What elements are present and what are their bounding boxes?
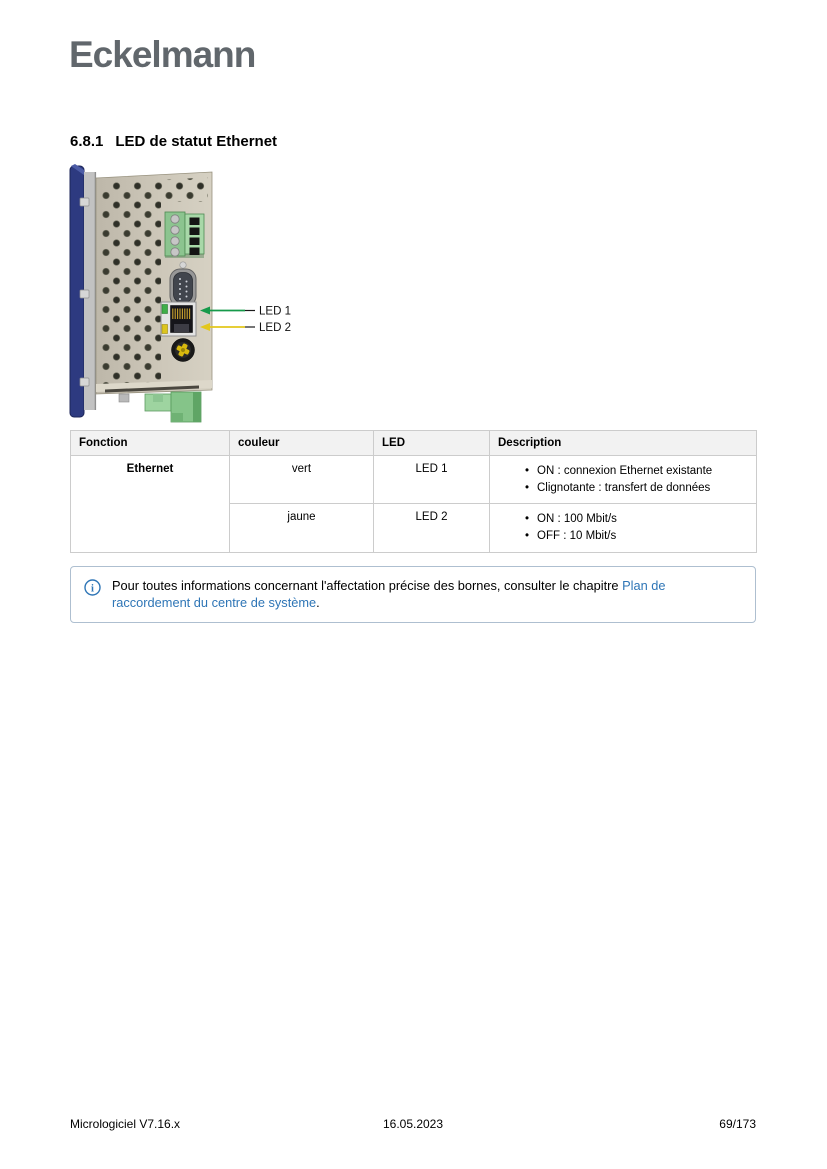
svg-text:i: i <box>91 583 94 595</box>
eckelmann-logo: Eckelmann <box>69 34 256 75</box>
col-header-couleur: couleur <box>230 431 374 456</box>
chapter-link[interactable]: Plan de raccordement du centre de système <box>112 578 666 610</box>
description-item: • Clignotante : transfert de données <box>524 480 748 497</box>
footer-page-number: 69/173 <box>719 1117 756 1131</box>
footer-date: 16.05.2023 <box>382 1117 444 1131</box>
table-header-row <box>71 431 757 456</box>
note-text-before: Pour toutes informations concernant l'affectation précise des bornes, consulter le chapitre <box>112 578 623 593</box>
cell-description <box>490 456 757 504</box>
section-title: LED de statut Ethernet <box>115 133 278 150</box>
description-item: • ON : connexion Ethernet existante <box>524 463 748 480</box>
page-footer <box>70 1117 756 1131</box>
cell-led: LED 2 <box>374 504 490 552</box>
cell-description <box>490 504 757 552</box>
cell-couleur: vert <box>230 456 374 504</box>
terminal-block <box>165 212 204 258</box>
led1-arrow <box>200 306 291 318</box>
section-number: 6.8.1 <box>70 133 104 150</box>
footer-version: Micrologiciel V7.16.x <box>70 1117 181 1131</box>
rotary-switch <box>172 339 195 362</box>
col-header-fonction: Fonction <box>71 431 230 456</box>
info-note-box <box>70 566 756 623</box>
description-item: • OFF : 10 Mbit/s <box>524 528 748 545</box>
col-header-led: LED <box>374 431 490 456</box>
cell-couleur: jaune <box>230 504 374 552</box>
rj45-port <box>161 302 196 336</box>
cell-function: Ethernet <box>71 456 230 553</box>
led2-yellow-led <box>162 325 168 334</box>
led1-green-led <box>162 305 168 314</box>
note-text-after: . <box>316 594 320 610</box>
led2-arrow <box>200 322 291 334</box>
description-item: • ON : 100 Mbit/s <box>524 511 748 528</box>
bottom-connectors <box>119 392 201 422</box>
col-header-description: Description <box>490 431 757 456</box>
cell-led: LED 1 <box>374 456 490 504</box>
section-heading <box>70 133 277 150</box>
led1-label: LED 1 <box>259 305 291 318</box>
led-status-table <box>70 430 757 553</box>
table-row <box>71 456 757 504</box>
led2-label: LED 2 <box>259 322 291 334</box>
info-icon <box>84 579 101 596</box>
device-side-view-figure <box>69 162 314 425</box>
note-text <box>112 578 716 611</box>
